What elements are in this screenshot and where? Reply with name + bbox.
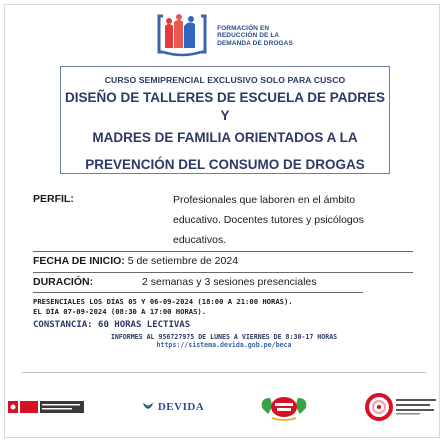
- fecha-value: 5 de setiembre de 2024: [127, 255, 239, 267]
- header-logo: [0, 10, 448, 62]
- peru-ministry-logo: [8, 399, 86, 415]
- course-title-line-2: MADRES DE FAMILIA ORIENTADOS A LA: [92, 130, 358, 145]
- presenciales-line-1: PRESENCIALES LOS DÍAS 05 Y 06-09-2024 (18:00 A 21:00 HORAS).: [33, 297, 293, 306]
- informes-url[interactable]: https://sistema.devida.gob.pe/beca: [156, 341, 292, 349]
- perfil-line-1: Profesionales que laboren en el ámbito: [173, 194, 356, 206]
- course-title-box: [60, 66, 390, 174]
- logo-text: [217, 25, 293, 48]
- peru-campaign-logo: [258, 392, 310, 422]
- footer-logos: [8, 385, 438, 429]
- bicentenario-emblem-icon: [364, 392, 394, 422]
- informes-line: INFORMES AL 956727975 DE LUNES A VIERNES DE 8:30-17 HORAS: [110, 333, 338, 341]
- devida-logo: [140, 400, 204, 414]
- course-title-line-1: DISEÑO DE TALLERES DE ESCUELA DE PADRES Y: [64, 90, 386, 123]
- logo-line-1: FORMACIÓN EN: [217, 24, 270, 32]
- logo-line-2: REDUCCIÓN DE LA: [217, 32, 280, 40]
- bicentenario-logo: [364, 392, 438, 422]
- book-people-icon: [155, 12, 211, 60]
- divider-footer: [22, 372, 426, 373]
- perfil-label: PERFIL:: [33, 193, 74, 205]
- divider-3: [33, 292, 363, 293]
- constancia: CONSTANCIA: 60 HORAS LECTIVAS: [33, 320, 191, 330]
- fecha-label: FECHA DE INICIO:: [33, 255, 125, 267]
- perfil-description: [173, 190, 433, 250]
- presenciales-line-2: EL DÍA 07-09-2024 (08:30 A 17:00 HORAS).: [33, 306, 207, 316]
- course-title-line-3: PREVENCIÓN DEL CONSUMO DE DROGAS: [85, 157, 365, 172]
- logo-line-3: DEMANDA DE DROGAS: [217, 39, 293, 47]
- presenciales-schedule: [33, 297, 428, 316]
- informes: [0, 333, 448, 349]
- fecha-inicio: [33, 255, 238, 267]
- divider-1: [33, 251, 413, 252]
- bicentenario-wordmark-icon: [394, 397, 438, 417]
- perfil-line-2: educativo. Docentes tutores y psicólogos: [173, 214, 364, 226]
- duracion-value: 2 semanas y 3 sesiones presenciales: [142, 276, 317, 288]
- course-subtitle: CURSO SEMIPRENCIAL EXCLUSIVO SOLO PARA CUSCO: [104, 75, 346, 85]
- peru-flag-icon: [8, 399, 86, 415]
- duracion-label: DURACIÓN:: [33, 276, 94, 288]
- perfil-line-3: educativos.: [173, 234, 227, 246]
- devida-text: DEVIDA: [157, 401, 205, 413]
- campaign-emblem-icon: [258, 392, 310, 422]
- divider-2: [33, 272, 413, 273]
- devida-leaf-icon: [140, 400, 156, 414]
